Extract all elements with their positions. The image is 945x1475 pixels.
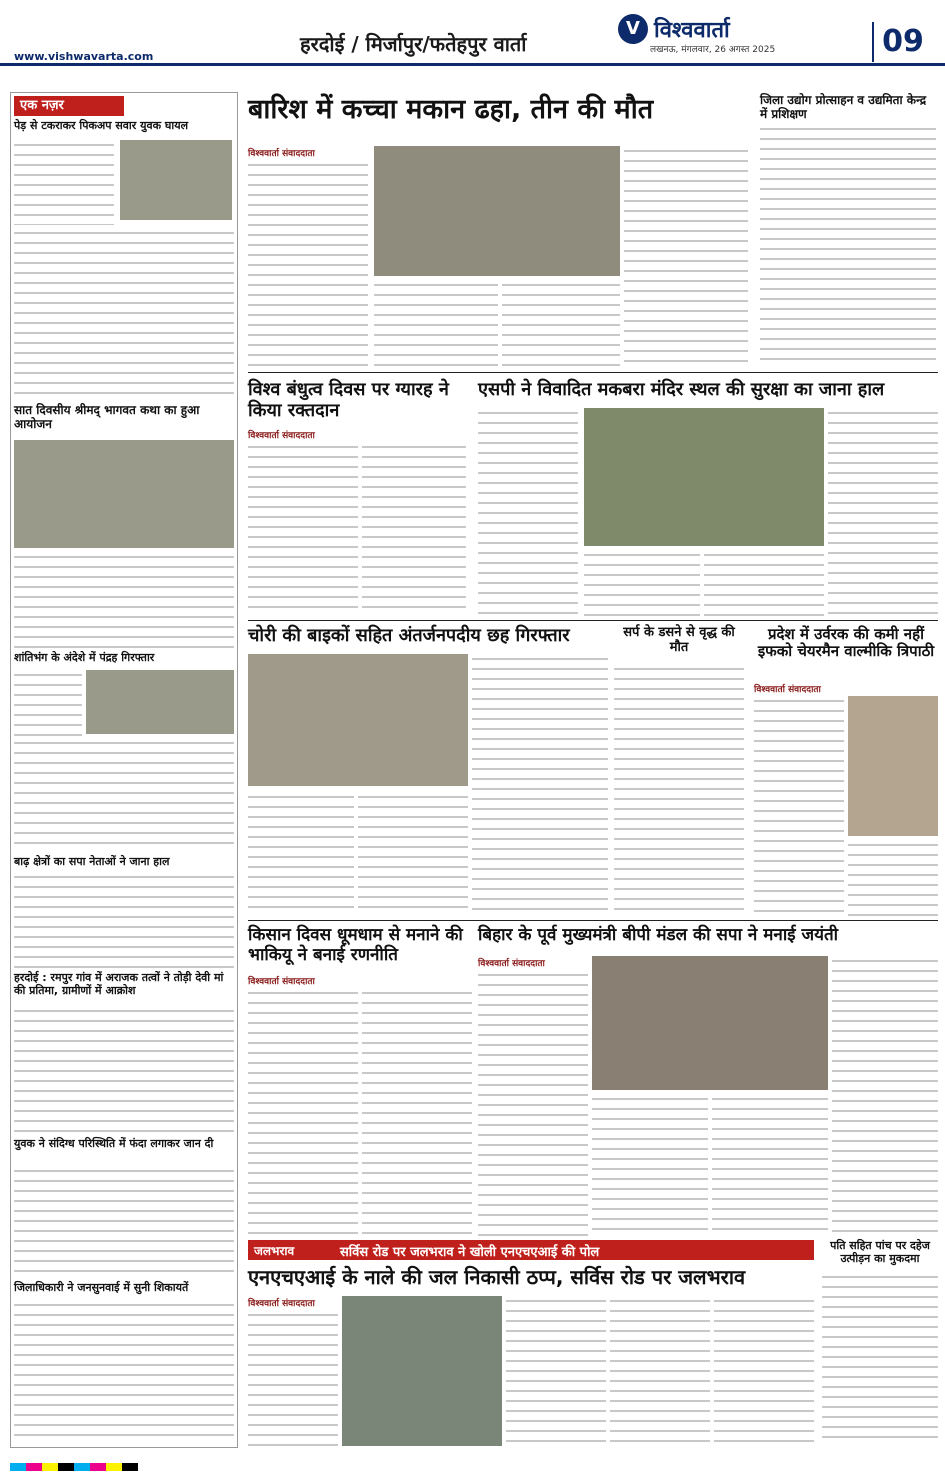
bike-body-1 [248, 792, 354, 916]
blood-headline: विश्व बंधुत्व दिवस पर ग्यारह ने किया रक्तदान [248, 379, 449, 421]
left-headline-7: जिलाधिकारी ने जनसुनवाई में सुनी शिकायतें [14, 1281, 189, 1294]
website-url[interactable]: www.vishwavarta.com [14, 50, 154, 63]
left-body-3b [14, 738, 234, 850]
logo: विश्ववार्ता [654, 18, 730, 43]
right-top-headline: जिला उद्योग प्रोत्साहन व उद्यमिता केन्द्र में प्रशिक्षण [760, 93, 927, 121]
blood-photo [248, 424, 464, 426]
kisan-body-2 [362, 988, 472, 1236]
sp-body-4 [828, 408, 938, 616]
dowry-headline: पति सहित पांच पर दहेज उत्पीड़न का मुकदमा [830, 1239, 930, 1265]
left-photo-3 [86, 670, 234, 734]
bihar-photo [592, 956, 828, 1090]
main-headline: बारिश में कच्चा मकान ढहा, तीन की मौत [248, 94, 654, 125]
dowry-body [822, 1272, 938, 1446]
section-title: हरदोई / मिर्जापुर/फतेहपुर वार्ता [300, 32, 527, 56]
left-body-2 [14, 552, 234, 648]
fert-byline: विश्ववार्ता संवाददाता [754, 685, 821, 695]
bike-body-2 [358, 792, 468, 916]
logo-icon: V [618, 14, 648, 44]
left-body-5 [14, 1006, 234, 1134]
bike-photo [248, 654, 468, 786]
divider [248, 620, 938, 621]
left-photo-2 [14, 440, 234, 548]
main-body-1 [248, 160, 368, 368]
sp-body-3 [704, 550, 824, 616]
blood-byline: विश्ववार्ता संवाददाता [248, 431, 315, 441]
kisan-byline: विश्ववार्ता संवाददाता [248, 977, 315, 987]
bihar-body-3 [712, 1094, 828, 1236]
nhai-body-1 [248, 1310, 338, 1446]
main-byline: विश्ववार्ता संवाददाता [248, 149, 315, 159]
bihar-body-4 [832, 956, 938, 1236]
fert-body-1 [754, 696, 844, 916]
left-body-3 [14, 670, 82, 736]
jalbharav-label: जलभराव [254, 1244, 295, 1258]
bihar-byline: विश्ववार्ता संवाददाता [478, 959, 545, 969]
kisan-body-1 [248, 988, 358, 1236]
blood-body-2 [362, 442, 466, 614]
snake-headline: सर्प के डसने से वृद्ध की मौत [623, 625, 735, 655]
divider [248, 372, 938, 373]
right-top-body [760, 124, 936, 368]
color-calibration-bar [10, 1456, 935, 1468]
snake-body [614, 664, 744, 916]
fert-headline: प्रदेश में उर्वरक की कमी नहीं इफको चेयरमैन वाल्मीकि त्रिपाठी [757, 625, 935, 661]
left-body-1 [14, 140, 114, 225]
left-body-1b [14, 228, 234, 396]
left-body-4 [14, 872, 234, 968]
left-headline-5: हरदोई : रमपुर गांव में अराजक तत्वों ने तोड़ी देवी मां की प्रतिमा, ग्रामीणों में आक्रोश [14, 971, 224, 997]
nhai-headline: एनएचएआई के नाले की जल निकासी ठप्प, सर्विस रोड पर जलभराव [248, 1265, 746, 1289]
ek-nazar-tag: एक नज़र [14, 96, 124, 116]
sp-body-1 [478, 408, 578, 616]
kisan-headline: किसान दिवस धूमधाम से मनाने की भाकियू ने बनाई रणनीति [248, 925, 463, 965]
nhai-body-2 [506, 1296, 606, 1446]
nhai-body-3 [610, 1296, 710, 1446]
left-body-6 [14, 1166, 234, 1278]
main-body-4 [624, 146, 748, 368]
left-photo-1 [120, 140, 232, 220]
bihar-headline: बिहार के पूर्व मुख्यमंत्री बीपी मंडल की सपा ने मनाई जयंती [478, 925, 839, 945]
left-headline-1: पेड़ से टकराकर पिकअप सवार युवक घायल [14, 119, 189, 132]
left-body-7 [14, 1300, 234, 1444]
sp-headline: एसपी ने विवादित मकबरा मंदिर स्थल की सुरक्षा का जाना हाल [478, 379, 885, 400]
page-number: 09 [872, 22, 932, 62]
jalbharav-subhead: सर्विस रोड पर जलभराव ने खोली एनएचएआई की पोल [340, 1245, 600, 1260]
nhai-byline: विश्ववार्ता संवाददाता [248, 1299, 315, 1309]
fert-body-2 [848, 840, 938, 916]
blood-body-1 [248, 442, 358, 614]
sp-body-2 [584, 550, 700, 616]
main-photo [374, 146, 620, 276]
divider [248, 920, 938, 921]
main-body-3 [502, 280, 620, 368]
main-body-2 [374, 280, 498, 368]
dateline: लखनऊ, मंगलवार, 26 अगस्त 2025 [650, 45, 776, 55]
nhai-photo [342, 1296, 502, 1446]
left-headline-2: सात दिवसीय श्रीमद् भागवत कथा का हुआ आयोजन [14, 403, 200, 431]
bike-body-3 [472, 654, 608, 916]
left-headline-3: शांतिभंग के अंदेशे में पंद्रह गिरफ्तार [14, 651, 155, 664]
fert-photo [848, 696, 938, 836]
left-headline-4: बाढ़ क्षेत्रों का सपा नेताओं ने जाना हाल [14, 855, 170, 868]
bihar-body-2 [592, 1094, 708, 1236]
nhai-body-4 [714, 1296, 814, 1446]
left-headline-6: युवक ने संदिग्ध परिस्थिति में फंदा लगाकर जान दी [14, 1137, 214, 1150]
sp-photo [584, 408, 824, 546]
bike-headline: चोरी की बाइकों सहित अंतर्जनपदीय छह गिरफ्तार [248, 625, 570, 646]
bihar-body-1 [478, 970, 588, 1236]
